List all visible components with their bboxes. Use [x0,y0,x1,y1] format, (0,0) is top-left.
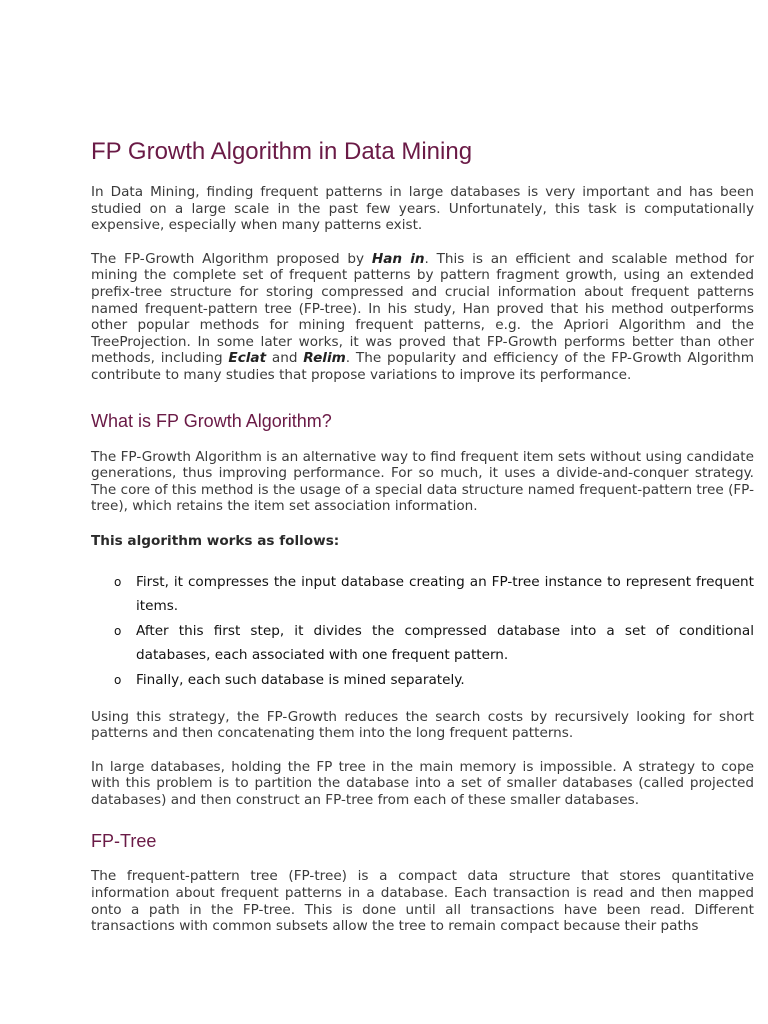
eclat-emphasis: Eclat [228,350,267,367]
circle-bullet-icon: o [114,623,122,638]
circle-bullet-icon: o [114,672,122,687]
step-text: After this first step, it divides the compressed database into a set of conditional databases, each associated with one frequent pattern. [136,622,754,663]
overview-text-c: . The popularity and efficiency of the FP-Growth Algorithm contribute to many studies that propose variations to improve its performance. [91,350,755,383]
relim-emphasis: Relim [303,350,346,367]
large-databases-paragraph: In large databases, holding the FP tree in the main memory is impossible. A strategy to cope with this problem is to partition the database into a set of smaller databases (called projected databases) and then construct an FP-tree from each of these smaller databases. [91,758,754,808]
section-heading-fp-tree: FP-Tree [91,831,157,852]
circle-bullet-icon: o [114,574,122,589]
strategy-paragraph: Using this strategy, the FP-Growth reduces the search costs by recursively looking for short patterns and then concatenating them into the long frequent patterns. [91,708,754,742]
intro-paragraph: In Data Mining, finding frequent patterns in large databases is very important and has been studied on a large scale in the past few years. Unfortunately, this task is computationally expensive, especially when many patterns exist. [91,184,754,234]
list-item [91,668,754,692]
list-item [91,570,754,618]
step-text: Finally, each such database is mined separately. [136,671,465,688]
steps-list [91,570,754,692]
overview-text-b: . This is an efficient and scalable method for mining the complete set of frequent patterns by pattern fragment growth, using an extended prefix-tree structure for storing compressed and crucial information about frequent patterns named frequent-pattern tree (FP-tree). In his study, Han proved that his method outperforms other popular methods for mining frequent patterns, e.g. the Apriori Algorithm and the TreeProjection. In some later works, it was proved that FP-Growth performs better than other methods, including [91,250,754,367]
author-emphasis: Han in [371,250,425,267]
what-is-paragraph: The FP-Growth Algorithm is an alternative way to find frequent item sets without using candidate generations, thus improving performance. For so much, it uses a divide-and-conquer strategy. The core of this method is the usage of a special data structure named frequent-pattern tree (FP-tree), which retains the item set association information. [91,448,754,515]
overview-text-and: and [266,350,304,367]
step-text: First, it compresses the input database creating an FP-tree instance to represent frequent items. [136,573,754,614]
section-heading-what-is: What is FP Growth Algorithm? [91,410,332,431]
steps-lead: This algorithm works as follows: [91,532,340,549]
page-title: FP Growth Algorithm in Data Mining [91,138,473,165]
fp-growth-overview-paragraph [91,251,754,384]
overview-text-a: The FP-Growth Algorithm proposed by [91,250,372,267]
article [91,137,754,935]
list-item [91,619,754,667]
fp-tree-paragraph: The frequent-pattern tree (FP-tree) is a compact data structure that stores quantitative information about frequent patterns in a database. Each transaction is read and then mapped onto a path in the FP-tree. This is done until all transactions have been read. Different transactions with common subsets allow the tree to remain compact because their paths [91,868,754,935]
